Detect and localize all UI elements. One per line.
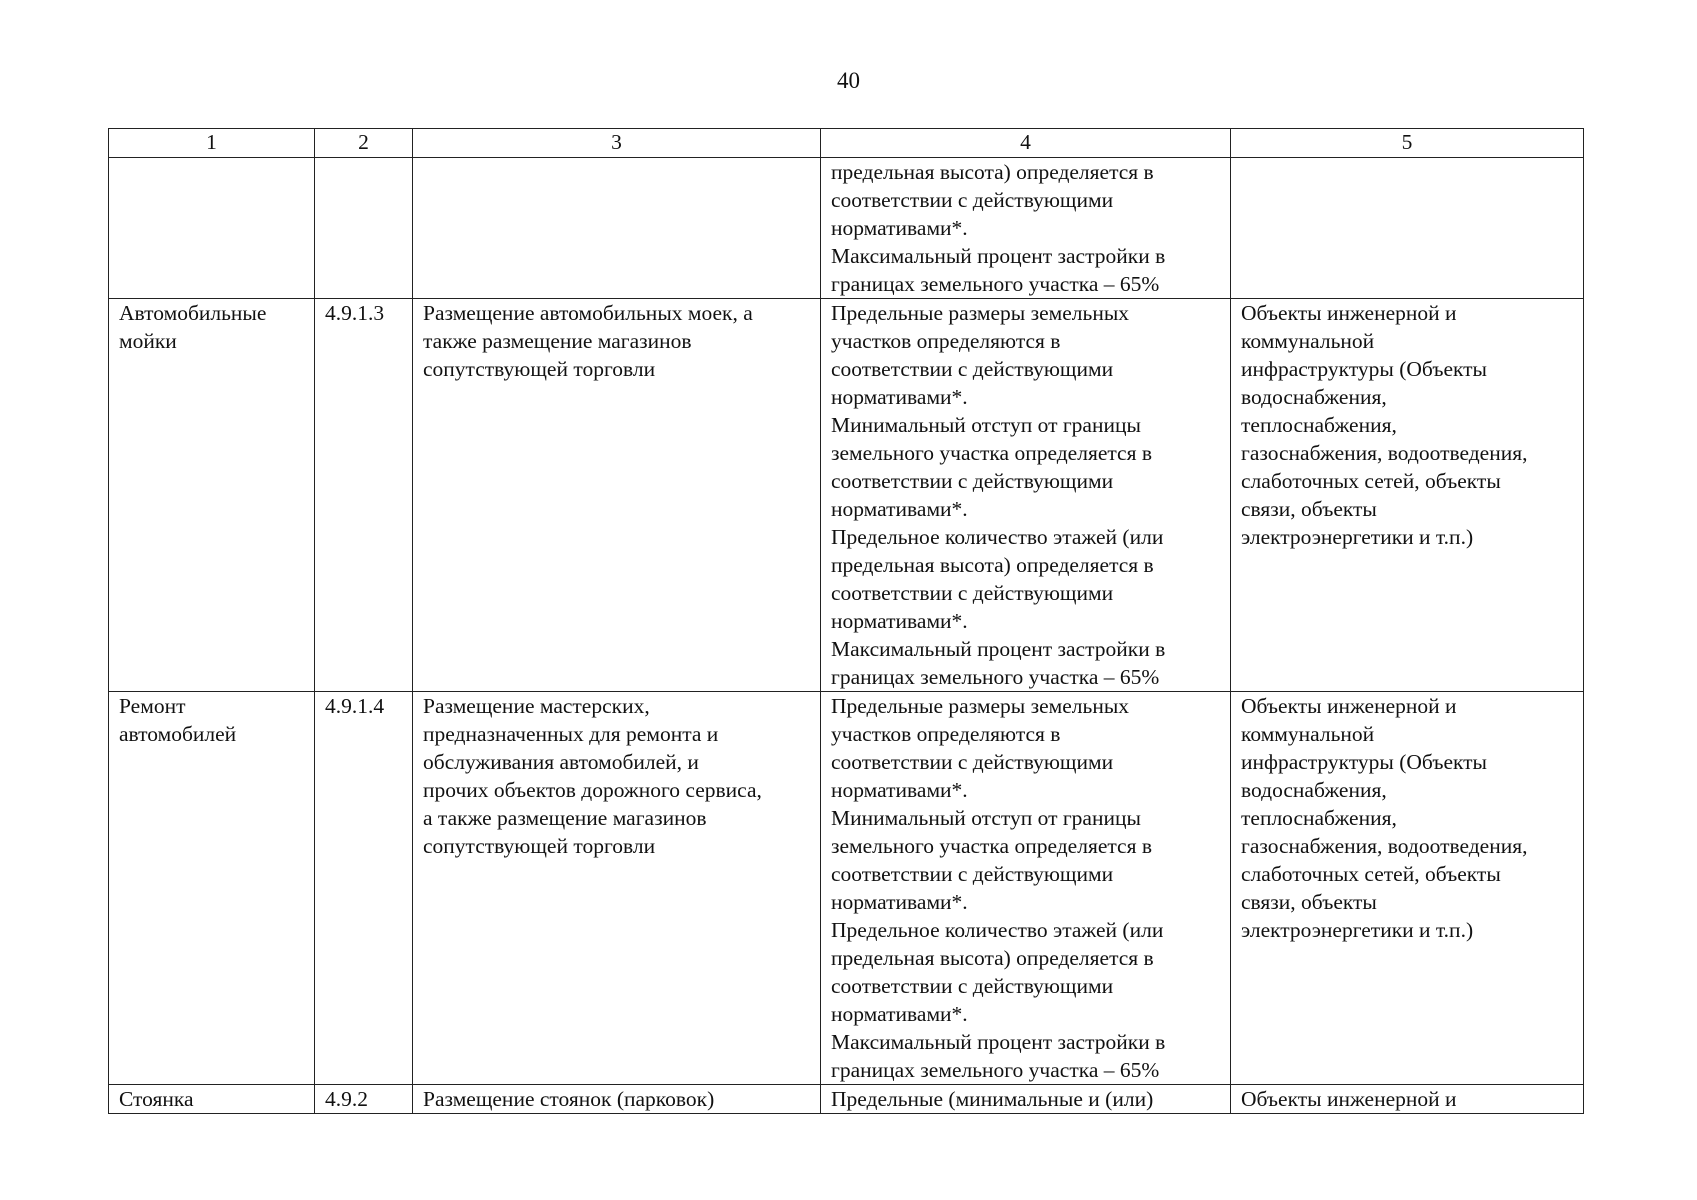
use-parameters: Предельные (минимальные и (или) [821, 1085, 1231, 1114]
table-row-parking [109, 1085, 1584, 1114]
land-use-table [108, 128, 1584, 1114]
use-auxiliary: Объекты инженерной и [1231, 1085, 1584, 1114]
continuation-cell-2 [315, 158, 413, 299]
use-description: Размещение стоянок (парковок) [413, 1085, 821, 1114]
header-cell-3: 3 [413, 129, 821, 158]
page-number: 40 [837, 68, 860, 93]
use-code: 4.9.2 [315, 1085, 413, 1114]
use-name: Ремонт автомобилей [109, 692, 315, 1085]
use-description: Размещение мастерских, предназначенных для ремонта и обслуживания автомобилей, и прочих объектов дорожного сервиса, а также размещение магазинов сопутствующей торговли [413, 692, 821, 1085]
table-header-row [109, 129, 1584, 158]
use-description: Размещение автомобильных моек, а также размещение магазинов сопутствующей торговли [413, 299, 821, 692]
use-name: Автомобильные мойки [109, 299, 315, 692]
use-name: Стоянка [109, 1085, 315, 1114]
header-cell-1: 1 [109, 129, 315, 158]
use-parameters: Предельные размеры земельных участков определяются в соответствии с действующими нормативами*. Минимальный отступ от границы земельного участка определяется в соответствии с действующими нормативами*. Предельное количество этажей (или предельная высота) определяется в соответствии с действующими нормативами*. Максимальный процент застройки в границах земельного участка – 65% [821, 299, 1231, 692]
continuation-parameters: предельная высота) определяется в соответствии с действующими нормативами*. Максимальный процент застройки в границах земельного участка – 65% [821, 158, 1231, 299]
continuation-cell-1 [109, 158, 315, 299]
header-cell-5: 5 [1231, 129, 1584, 158]
use-code: 4.9.1.4 [315, 692, 413, 1085]
table-row-car-wash [109, 299, 1584, 692]
use-auxiliary: Объекты инженерной и коммунальной инфраструктуры (Объекты водоснабжения, теплоснабжения, газоснабжения, водоотведения, слаботочных сетей, объекты связи, объекты электроэнергетики и т.п.) [1231, 692, 1584, 1085]
continuation-cell-5 [1231, 158, 1584, 299]
header-cell-2: 2 [315, 129, 413, 158]
table-row-car-repair [109, 692, 1584, 1085]
use-code: 4.9.1.3 [315, 299, 413, 692]
header-cell-4: 4 [821, 129, 1231, 158]
use-auxiliary: Объекты инженерной и коммунальной инфраструктуры (Объекты водоснабжения, теплоснабжения, газоснабжения, водоотведения, слаботочных сетей, объекты связи, объекты электроэнергетики и т.п.) [1231, 299, 1584, 692]
use-parameters: Предельные размеры земельных участков определяются в соответствии с действующими нормативами*. Минимальный отступ от границы земельного участка определяется в соответствии с действующими нормативами*. Предельное количество этажей (или предельная высота) определяется в соответствии с действующими нормативами*. Максимальный процент застройки в границах земельного участка – 65% [821, 692, 1231, 1085]
continuation-cell-3 [413, 158, 821, 299]
table-row-continuation [109, 158, 1584, 299]
